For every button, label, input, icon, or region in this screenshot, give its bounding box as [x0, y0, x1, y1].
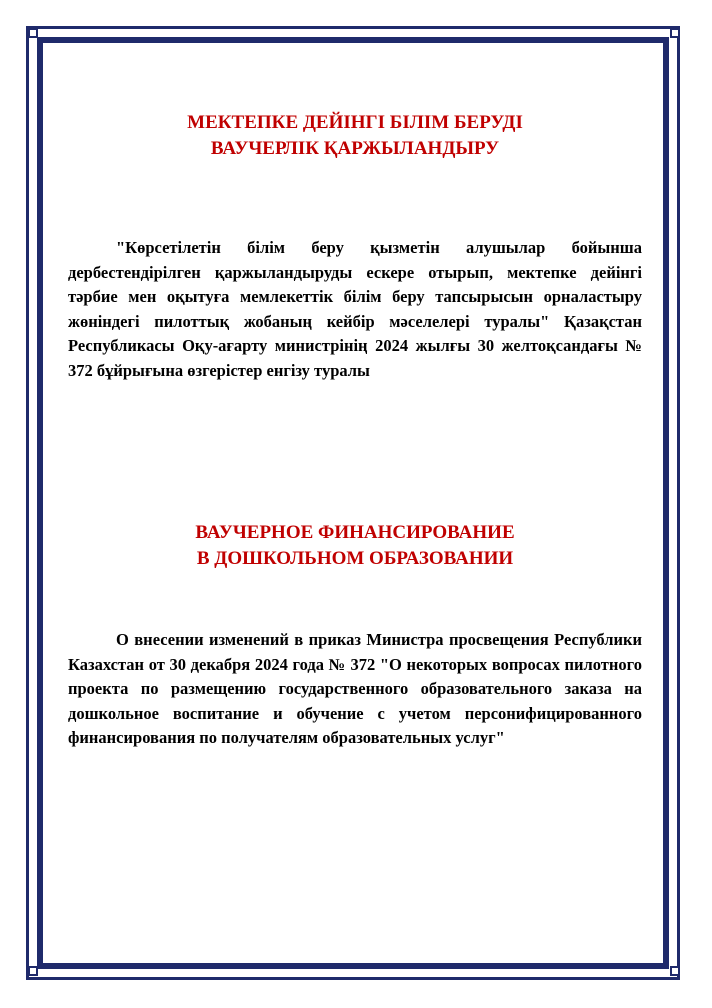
kazakh-title — [68, 110, 642, 162]
kazakh-title-line-2: ВАУЧЕРЛІК ҚАРЖЫЛАНДЫРУ — [210, 138, 500, 159]
border-corner-ornament-bottom-left — [28, 966, 38, 976]
border-corner-ornament-top-right — [670, 28, 680, 38]
russian-title — [68, 520, 642, 572]
russian-description — [68, 628, 642, 751]
border-corner-ornament-bottom-right — [670, 966, 680, 976]
russian-description-text: О внесении изменений в приказ Министра просвещения Республики Казахстан от 30 декабря 2024 года № 372 "О некоторых вопросах пилотного проекта по размещению государственного образовательного заказа на дошкольное воспитание и обучение с учетом персонифицированного финансирования по получателям образовательных услуг" — [68, 630, 642, 747]
page-border-inner — [37, 37, 669, 969]
russian-title-line-2: В ДОШКОЛЬНОМ ОБРАЗОВАНИИ — [196, 548, 514, 569]
kazakh-title-line-1: МЕКТЕПКЕ ДЕЙІНГІ БІЛІМ БЕРУДІ — [187, 112, 523, 133]
russian-title-line-1: ВАУЧЕРНОЕ ФИНАНСИРОВАНИЕ — [195, 522, 515, 543]
kazakh-description — [68, 236, 642, 383]
border-corner-ornament-top-left — [28, 28, 38, 38]
kazakh-description-text: "Көрсетілетін білім беру қызметін алушылар бойынша дербестендірілген қаржыландыруды ескере отырып, мектепке дейінгі тәрбие мен оқытуға мемлекеттік білім беру тапсырысын орналастыру жөніндегі пилоттық жобаның кейбір мәселелері туралы" Қазақстан Республикасы Оқу-ағарту министрінің 2024 жылғы 30 желтоқсандағы № 372 бұйрығына өзгерістер енгізу туралы — [68, 238, 642, 380]
